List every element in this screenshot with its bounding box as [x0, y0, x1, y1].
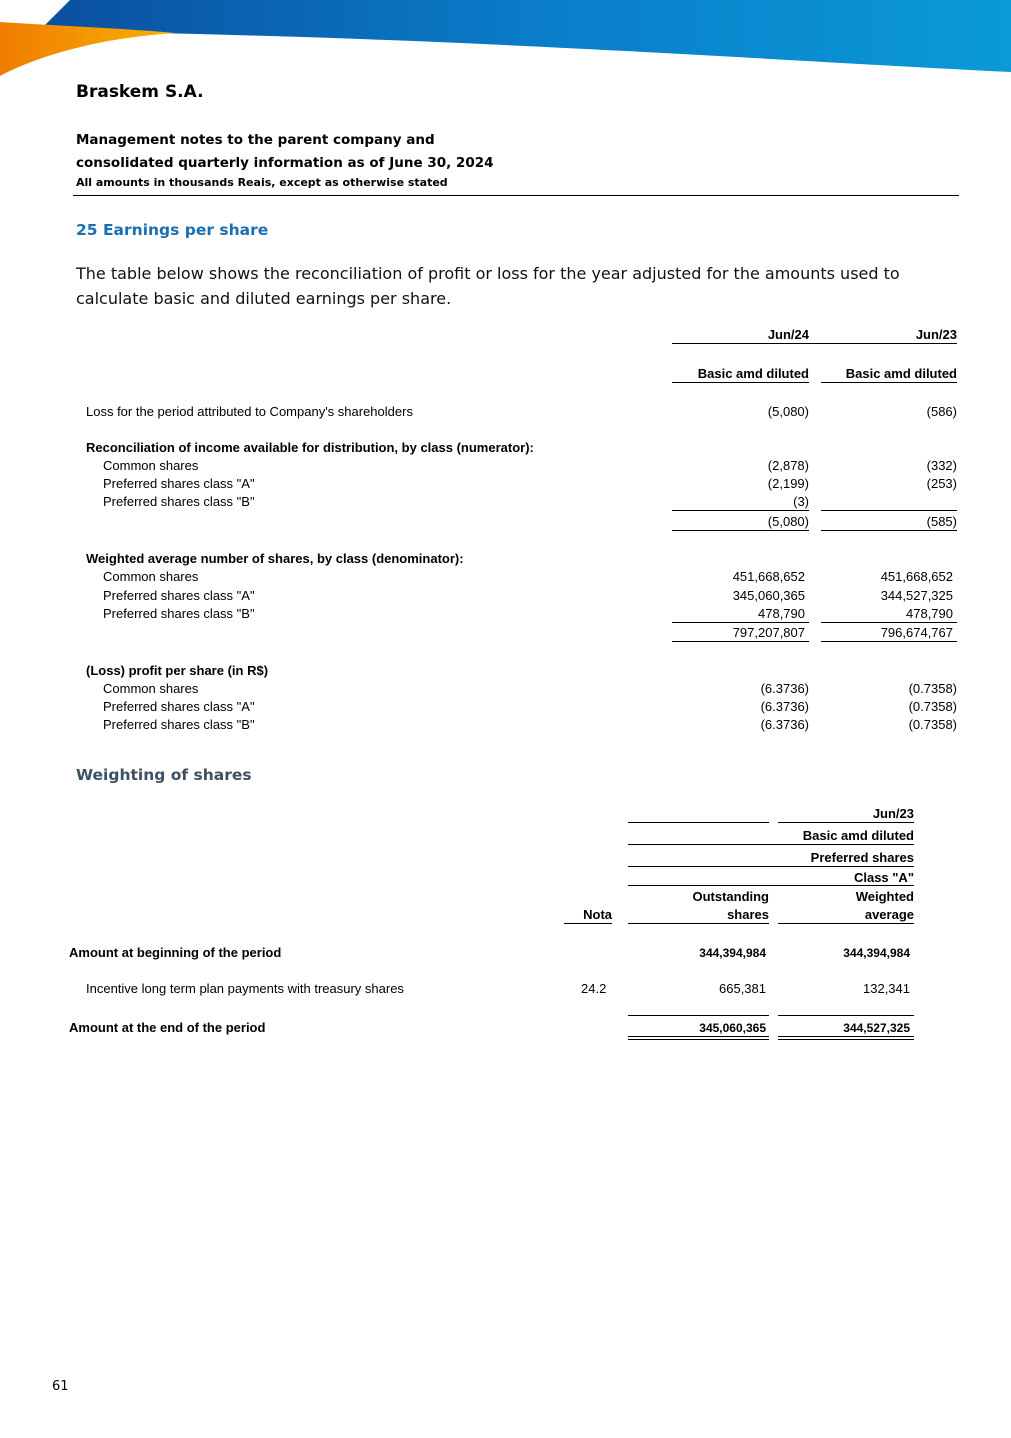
table-row-v2: 344,527,325	[880, 588, 953, 603]
table-row-v1: (3)	[793, 494, 809, 509]
weighting-row-outstanding: 665,381	[719, 981, 766, 996]
table-row-v1: 451,668,652	[732, 569, 805, 584]
rule	[821, 510, 957, 511]
rule	[672, 641, 809, 642]
weighting-row-weighted: 344,394,984	[843, 946, 910, 960]
subtitle-line-1: Management notes to the parent company and	[76, 132, 435, 148]
rule	[821, 530, 957, 531]
weighting-row-weighted: 344,527,325	[843, 1021, 910, 1035]
weighting-row-nota: 24.2	[581, 981, 607, 996]
rule	[628, 822, 769, 823]
table-row-v1: 478,790	[758, 606, 805, 621]
numerator-total-v2: (585)	[926, 514, 957, 529]
loss-row-label: Loss for the period attributed to Company's shareholders	[86, 404, 413, 419]
subtitle-line-3: All amounts in thousands Reais, except as otherwise stated	[76, 176, 448, 189]
subtitle-line-2: consolidated quarterly information as of June 30, 2024	[76, 155, 494, 171]
rule	[672, 382, 809, 383]
table-row-label: Preferred shares class "A"	[103, 699, 255, 714]
table-row-label: Preferred shares class "A"	[103, 476, 255, 491]
rule	[821, 641, 957, 642]
col-outstanding-line2: shares	[727, 907, 769, 922]
rule	[628, 866, 914, 867]
rule	[628, 885, 914, 886]
table-row-v1: (6.3736)	[760, 717, 809, 732]
col-weighted-line1: Weighted	[855, 889, 914, 904]
table-row-v2: 478,790	[906, 606, 953, 621]
col-weighted-line2: average	[864, 907, 914, 922]
rule	[628, 844, 914, 845]
table-row-v2: (332)	[926, 458, 957, 473]
table-row-label: Preferred shares class "B"	[103, 606, 255, 621]
page-number: 61	[52, 1379, 69, 1394]
rule	[628, 923, 769, 924]
weighting-title: Weighting of shares	[76, 766, 252, 784]
rule	[821, 343, 957, 344]
table-row-v1: (6.3736)	[760, 681, 809, 696]
col2-period: Jun/23	[915, 327, 957, 342]
rule	[628, 1039, 769, 1040]
rule	[672, 622, 809, 623]
weighting-row-weighted: 132,341	[863, 981, 910, 996]
table-row-label: Preferred shares class "B"	[103, 494, 255, 509]
per-share-heading: (Loss) profit per share (in R$)	[86, 663, 269, 678]
denominator-total-v2: 796,674,767	[880, 625, 953, 640]
weighting-row-outstanding: 345,060,365	[699, 1021, 766, 1035]
rule	[778, 1039, 914, 1040]
rule	[778, 923, 914, 924]
table-row-v2: (253)	[926, 476, 957, 491]
company-name: Braskem S.A.	[76, 82, 204, 102]
rule	[672, 343, 821, 344]
loss-row-v2: (586)	[926, 404, 957, 419]
loss-row-v1: (5,080)	[767, 404, 809, 419]
weighting-row-outstanding: 344,394,984	[699, 946, 766, 960]
table-row-v1: (2,878)	[767, 458, 809, 473]
numerator-heading: Reconciliation of income available for distribution, by class (numerator):	[86, 440, 534, 455]
table-row-v2: (0.7358)	[908, 681, 957, 696]
rule	[778, 822, 914, 823]
weighting-row-label: Incentive long term plan payments with treasury shares	[86, 981, 404, 996]
rule	[821, 382, 957, 383]
rule	[778, 1015, 914, 1016]
section-title: 25 Earnings per share	[76, 221, 269, 239]
rule	[628, 1036, 769, 1037]
weighting-row-label: Amount at the end of the period	[69, 1020, 266, 1035]
col-outstanding-line1: Outstanding	[692, 889, 769, 904]
table-row-label: Preferred shares class "B"	[103, 717, 255, 732]
rule	[628, 1015, 769, 1016]
weighting-row-label: Amount at beginning of the period	[69, 945, 282, 960]
weighting-share-class: Class "A"	[853, 870, 914, 885]
table-row-v1: (2,199)	[767, 476, 809, 491]
rule	[778, 1036, 914, 1037]
weighting-basis: Basic amd diluted	[802, 828, 914, 843]
rule	[672, 510, 809, 511]
section-intro: The table below shows the reconciliation of profit or loss for the year adjusted for the amounts used to calculate basic and diluted earnings per share.	[76, 264, 900, 308]
table-row-v1: (6.3736)	[760, 699, 809, 714]
table-row-label: Common shares	[103, 681, 199, 696]
table-row-v2: 451,668,652	[880, 569, 953, 584]
table-row-label: Common shares	[103, 569, 199, 584]
table-row-v1: 345,060,365	[732, 588, 805, 603]
rule	[672, 530, 809, 531]
weighting-period: Jun/23	[872, 806, 914, 821]
col-nota: Nota	[583, 907, 612, 922]
header-divider	[73, 195, 959, 196]
rule	[821, 622, 957, 623]
col1-basis: Basic amd diluted	[697, 366, 809, 381]
table-row-v2: (0.7358)	[908, 717, 957, 732]
col1-period: Jun/24	[767, 327, 809, 342]
weighting-share-type: Preferred shares	[810, 850, 914, 865]
table-row-label: Common shares	[103, 458, 199, 473]
table-row-label: Preferred shares class "A"	[103, 588, 255, 603]
denominator-heading: Weighted average number of shares, by class (denominator):	[86, 551, 464, 566]
denominator-total-v1: 797,207,807	[732, 625, 805, 640]
rule	[564, 923, 612, 924]
table-row-v2: (0.7358)	[908, 699, 957, 714]
col2-basis: Basic amd diluted	[845, 366, 957, 381]
header-banner	[0, 0, 1011, 80]
numerator-total-v1: (5,080)	[767, 514, 809, 529]
